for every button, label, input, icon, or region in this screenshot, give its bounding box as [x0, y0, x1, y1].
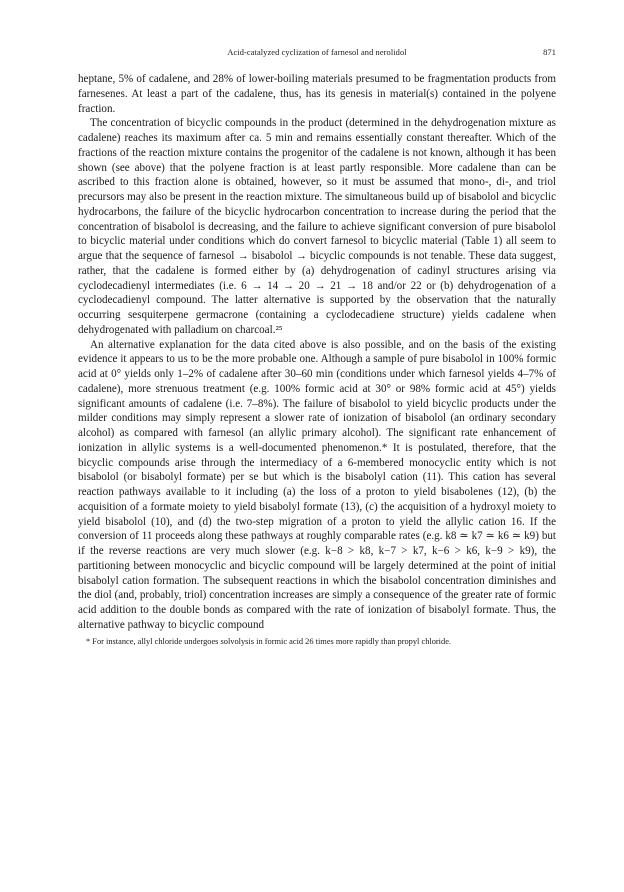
- paragraph-1: heptane, 5% of cadalene, and 28% of lower-boiling materials presumed to be fragmentation products from farnesenes. At least a part of the cadalene, thus, has its genesis in material(s) contained in the polyene fraction.: [78, 73, 556, 115]
- page-number: 871: [543, 48, 556, 57]
- footnote-text: * For instance, allyl chloride undergoes solvolysis in formic acid 26 times more rapidly than propyl chloride.: [86, 636, 452, 646]
- running-title: Acid-catalyzed cyclization of farnesol and nerolidol: [227, 48, 407, 57]
- footnote: [78, 636, 556, 647]
- journal-page: [78, 48, 556, 647]
- page-header: [78, 48, 556, 64]
- paragraph-3: An alternative explanation for the data cited above is also possible, and on the basis of the existing evidence it appears to us to be the more probable one. Although a sample of pure bisabolol in 100% formic acid at 0° yields only 1–2% of cadalene after 30–60 min (conditions under which farnesol yields 4–7% of cadalene), more strenuous treatment (e.g. 100% formic acid at 30° or 98% formic acid at 45°) yields significant amounts of cadalene (i.e. 7–8%). The failure of bisabolol to yield bicyclic products under the milder conditions may simply represent a slower rate of ionization of bisabolol (an ordinary secondary alcohol) as compared with farnesol (an allylic primary alcohol). The significant rate enhancement of ionization in allylic systems is a well-documented phenomenon.* It is postulated, therefore, that the bicyclic compounds arise through the intermediacy of a 6-membered monocyclic entity which is not bisabolol (or bisabolyl formate) per se but which is the bisabolyl cation (11). This cation has several reaction pathways available to it including (a) the loss of a proton to yield bisabolenes (12), (b) the acquisition of a formate moiety to yield bisabolyl formate (13), (c) the acquisition of a hydroxyl moiety to yield bisabolol (10), and (d) the two-step migration of a proton to yield the allylic cation 16. If the conversion of 11 proceeds along these pathways at roughly comparable rates (e.g. k8 ≃ k7 ≃ k6 ≃ k9) but if the reverse reactions are very much slower (e.g. k−8 > k8, k−7 > k7, k−6 > k6, k−9 > k9), the partitioning between monocyclic and bicyclic compound will be largely determined at the point of initial bisabolyl cation formation. The subsequent reactions in which the bisabolol concentration diminishes and the diol (and, probably, triol) concentration increases are simply a consequence of the greater rate of formic acid addition to the double bonds as compared with the rate of ionization of bisabolyl formate. Thus, the alternative pathway to bicyclic compound: [78, 338, 556, 631]
- body-text: [78, 72, 556, 633]
- paragraph-2: The concentration of bicyclic compounds in the product (determined in the dehydrogenation mixture as cadalene) reaches its maximum after ca. 5 min and remains essentially constant thereafter. Which of the fractions of the reaction mixture contains the progenitor of the cadalene is not known, although it has been shown (see above) that the polyene fraction is at least partly responsible. More cadalene than can be ascribed to this fraction alone is obtained, however, so it must be assumed that mono-, di-, and triol precursors may also be present in the reaction mixture. The simultaneous build up of bisabolol and bicyclic hydrocarbons, the failure of the bicyclic hydrocarbon concentration to increase during the period that the concentration of bisabolol is decreasing, and the failure to achieve significant conversion of pure bisabolol to bicyclic material under conditions which do convert farnesol to bicyclic material (Table 1) all seem to argue that the sequence of farnesol → bisabolol → bicyclic compounds is not tenable. These data suggest, rather, that the cadalene is formed either by (a) dehydrogenation of cadinyl structures arising via cyclodecadienyl intermediates (i.e. 6 → 14 → 20 → 21 → 18 and/or 22 or (b) dehydrogenation of a cyclodecadienyl compound. The latter alternative is supported by the observation that the naturally occurring sesquiterpene germacrone (containing a cyclodecadiene structure) yields cadalene when dehydrogenated with palladium on charcoal.²⁵: [78, 117, 556, 336]
